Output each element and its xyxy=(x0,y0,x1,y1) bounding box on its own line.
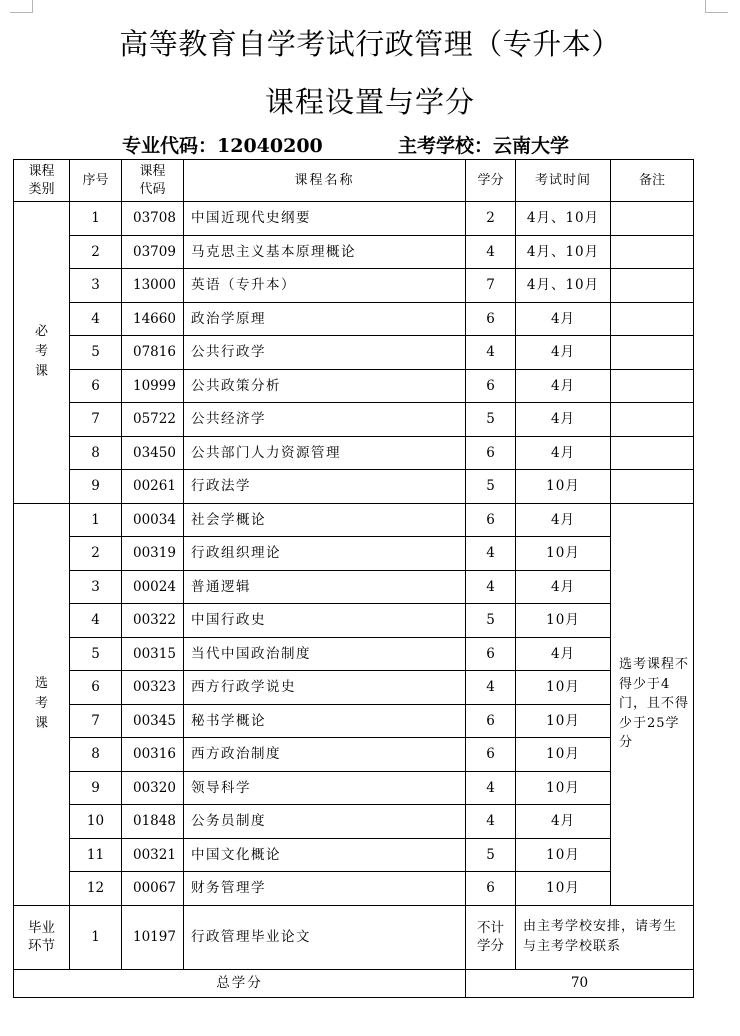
credit-cell: 6 xyxy=(466,704,516,738)
seq-cell: 3 xyxy=(70,570,122,604)
time-cell: 10月 xyxy=(516,872,611,906)
time-cell: 4月 xyxy=(516,503,611,537)
credit-cell: 6 xyxy=(466,436,516,470)
table-row xyxy=(14,738,694,772)
table-row xyxy=(14,771,694,805)
category-required xyxy=(14,202,70,504)
time-cell: 4月 xyxy=(516,369,611,403)
code-cell: 03709 xyxy=(122,235,184,269)
code-cell: 13000 xyxy=(122,269,184,303)
note-cell xyxy=(611,302,694,336)
credit-cell: 6 xyxy=(466,369,516,403)
seq-cell: 5 xyxy=(70,336,122,370)
total-row xyxy=(14,969,694,997)
code-cell: 00315 xyxy=(122,637,184,671)
name-cell: 公共部门人力资源管理 xyxy=(184,436,466,470)
seq-cell: 11 xyxy=(70,838,122,872)
name-cell: 领导科学 xyxy=(184,771,466,805)
header-seq: 序号 xyxy=(70,160,122,202)
seq-cell: 9 xyxy=(70,771,122,805)
table-row xyxy=(14,470,694,504)
seq-cell: 3 xyxy=(70,269,122,303)
seq-cell: 6 xyxy=(70,671,122,705)
table-row xyxy=(14,269,694,303)
time-cell: 4月、10月 xyxy=(516,235,611,269)
page-corner-mark-right xyxy=(705,0,728,13)
seq-cell: 1 xyxy=(70,503,122,537)
name-cell: 英语（专升本） xyxy=(184,269,466,303)
time-cell: 4月、10月 xyxy=(516,202,611,236)
code-cell: 00323 xyxy=(122,671,184,705)
table-row xyxy=(14,570,694,604)
code-cell: 00319 xyxy=(122,537,184,571)
header-time: 考试时间 xyxy=(516,160,611,202)
note-cell xyxy=(611,202,694,236)
seq-cell: 12 xyxy=(70,872,122,906)
code-cell: 00024 xyxy=(122,570,184,604)
credit-cell xyxy=(466,905,516,969)
major-code-line xyxy=(122,131,323,158)
credit-cell: 6 xyxy=(466,872,516,906)
time-cell: 4月 xyxy=(516,570,611,604)
name-cell: 公共行政学 xyxy=(184,336,466,370)
graduation-credit-text: 不计 学分 xyxy=(477,919,504,954)
name-cell: 当代中国政治制度 xyxy=(184,637,466,671)
credit-cell: 6 xyxy=(466,637,516,671)
code-cell: 00034 xyxy=(122,503,184,537)
code-cell: 00067 xyxy=(122,872,184,906)
code-cell: 05722 xyxy=(122,403,184,437)
credit-cell: 5 xyxy=(466,604,516,638)
table-row xyxy=(14,704,694,738)
seq-cell: 4 xyxy=(70,302,122,336)
credit-cell: 2 xyxy=(466,202,516,236)
credit-cell: 5 xyxy=(466,470,516,504)
table-row xyxy=(14,604,694,638)
total-label: 总学分 xyxy=(14,969,466,997)
header-category: 课程 类别 xyxy=(14,160,70,202)
table-row xyxy=(14,671,694,705)
seq-cell: 2 xyxy=(70,235,122,269)
category-required-label: 必考课 xyxy=(34,324,48,380)
table-row xyxy=(14,302,694,336)
note-cell xyxy=(611,336,694,370)
time-cell: 10月 xyxy=(516,537,611,571)
name-cell: 行政组织理论 xyxy=(184,537,466,571)
credit-cell: 5 xyxy=(466,403,516,437)
code-cell: 00261 xyxy=(122,470,184,504)
time-cell: 4月、10月 xyxy=(516,269,611,303)
school-value: 云南大学 xyxy=(493,135,570,157)
name-cell: 中国近现代史纲要 xyxy=(184,202,466,236)
table-row xyxy=(14,838,694,872)
table-row xyxy=(14,202,694,236)
seq-cell: 7 xyxy=(70,704,122,738)
name-cell: 行政管理毕业论文 xyxy=(184,905,466,969)
credit-cell: 4 xyxy=(466,771,516,805)
code-cell: 00321 xyxy=(122,838,184,872)
school-label: 主考学校： xyxy=(398,135,494,157)
time-cell: 4月 xyxy=(516,302,611,336)
credit-cell: 4 xyxy=(466,336,516,370)
time-cell: 10月 xyxy=(516,470,611,504)
code-cell: 01848 xyxy=(122,805,184,839)
name-cell: 中国行政史 xyxy=(184,604,466,638)
seq-cell: 2 xyxy=(70,537,122,571)
elective-note: 选考课程不得少于4门，且不得少于25学分 xyxy=(611,503,694,905)
seq-cell: 1 xyxy=(70,202,122,236)
document-title: 高等教育自学考试行政管理（专升本） xyxy=(119,27,621,61)
seq-cell: 4 xyxy=(70,604,122,638)
time-cell: 4月 xyxy=(516,637,611,671)
school-line xyxy=(398,131,569,158)
name-cell: 马克思主义基本原理概论 xyxy=(184,235,466,269)
header-credit: 学分 xyxy=(466,160,516,202)
code-cell: 03708 xyxy=(122,202,184,236)
table-row xyxy=(14,537,694,571)
seq-cell: 9 xyxy=(70,470,122,504)
code-cell: 10999 xyxy=(122,369,184,403)
code-cell: 10197 xyxy=(122,905,184,969)
time-cell: 4月 xyxy=(516,436,611,470)
time-cell: 10月 xyxy=(516,838,611,872)
name-cell: 西方政治制度 xyxy=(184,738,466,772)
name-cell: 公共经济学 xyxy=(184,403,466,437)
graduation-row xyxy=(14,905,694,969)
table-row xyxy=(14,805,694,839)
seq-cell: 1 xyxy=(70,905,122,969)
table-row xyxy=(14,872,694,906)
table-row xyxy=(14,503,694,537)
code-cell: 07816 xyxy=(122,336,184,370)
table-row xyxy=(14,637,694,671)
credit-cell: 6 xyxy=(466,738,516,772)
time-cell: 10月 xyxy=(516,738,611,772)
name-cell: 公共政策分析 xyxy=(184,369,466,403)
table-row xyxy=(14,235,694,269)
graduation-arrangement: 由主考学校安排，请考生与主考学校联系 xyxy=(516,905,694,969)
code-cell: 03450 xyxy=(122,436,184,470)
note-cell xyxy=(611,369,694,403)
credit-cell: 4 xyxy=(466,671,516,705)
course-table xyxy=(13,159,694,998)
code-cell: 00322 xyxy=(122,604,184,638)
time-cell: 10月 xyxy=(516,604,611,638)
name-cell: 政治学原理 xyxy=(184,302,466,336)
note-cell xyxy=(611,470,694,504)
seq-cell: 7 xyxy=(70,403,122,437)
name-cell: 中国文化概论 xyxy=(184,838,466,872)
page-corner-mark-left xyxy=(10,0,33,13)
category-elective-label: 选考课 xyxy=(34,675,48,732)
credit-cell: 6 xyxy=(466,503,516,537)
table-row xyxy=(14,403,694,437)
name-cell: 秘书学概论 xyxy=(184,704,466,738)
document-subtitle: 课程设置与学分 xyxy=(264,85,475,119)
code-cell: 14660 xyxy=(122,302,184,336)
name-cell: 社会学概论 xyxy=(184,503,466,537)
credit-cell: 4 xyxy=(466,805,516,839)
credit-cell: 7 xyxy=(466,269,516,303)
name-cell: 普通逻辑 xyxy=(184,570,466,604)
seq-cell: 6 xyxy=(70,369,122,403)
name-cell: 公务员制度 xyxy=(184,805,466,839)
category-elective xyxy=(14,503,70,905)
note-cell xyxy=(611,436,694,470)
time-cell: 4月 xyxy=(516,336,611,370)
time-cell: 10月 xyxy=(516,771,611,805)
note-cell xyxy=(611,403,694,437)
name-cell: 西方行政学说史 xyxy=(184,671,466,705)
table-row xyxy=(14,369,694,403)
header-note: 备注 xyxy=(611,160,694,202)
table-header-row xyxy=(14,160,694,202)
time-cell: 10月 xyxy=(516,704,611,738)
credit-cell: 4 xyxy=(466,235,516,269)
seq-cell: 10 xyxy=(70,805,122,839)
table-row xyxy=(14,436,694,470)
seq-cell: 5 xyxy=(70,637,122,671)
code-cell: 00345 xyxy=(122,704,184,738)
major-code-value: 12040200 xyxy=(217,135,323,157)
credit-cell: 4 xyxy=(466,537,516,571)
credit-cell: 5 xyxy=(466,838,516,872)
name-cell: 财务管理学 xyxy=(184,872,466,906)
note-cell xyxy=(611,235,694,269)
credit-cell: 4 xyxy=(466,570,516,604)
total-value: 70 xyxy=(466,969,694,997)
code-cell: 00316 xyxy=(122,738,184,772)
category-graduation xyxy=(14,905,70,969)
seq-cell: 8 xyxy=(70,738,122,772)
header-name: 课程名称 xyxy=(184,160,466,202)
time-cell: 4月 xyxy=(516,805,611,839)
category-graduation-label: 毕业 环节 xyxy=(28,919,55,954)
note-cell xyxy=(611,269,694,303)
seq-cell: 8 xyxy=(70,436,122,470)
header-code: 课程 代码 xyxy=(122,160,184,202)
name-cell: 行政法学 xyxy=(184,470,466,504)
time-cell: 4月 xyxy=(516,403,611,437)
credit-cell: 6 xyxy=(466,302,516,336)
time-cell: 10月 xyxy=(516,671,611,705)
table-row xyxy=(14,336,694,370)
code-cell: 00320 xyxy=(122,771,184,805)
major-code-label: 专业代码： xyxy=(122,135,218,157)
